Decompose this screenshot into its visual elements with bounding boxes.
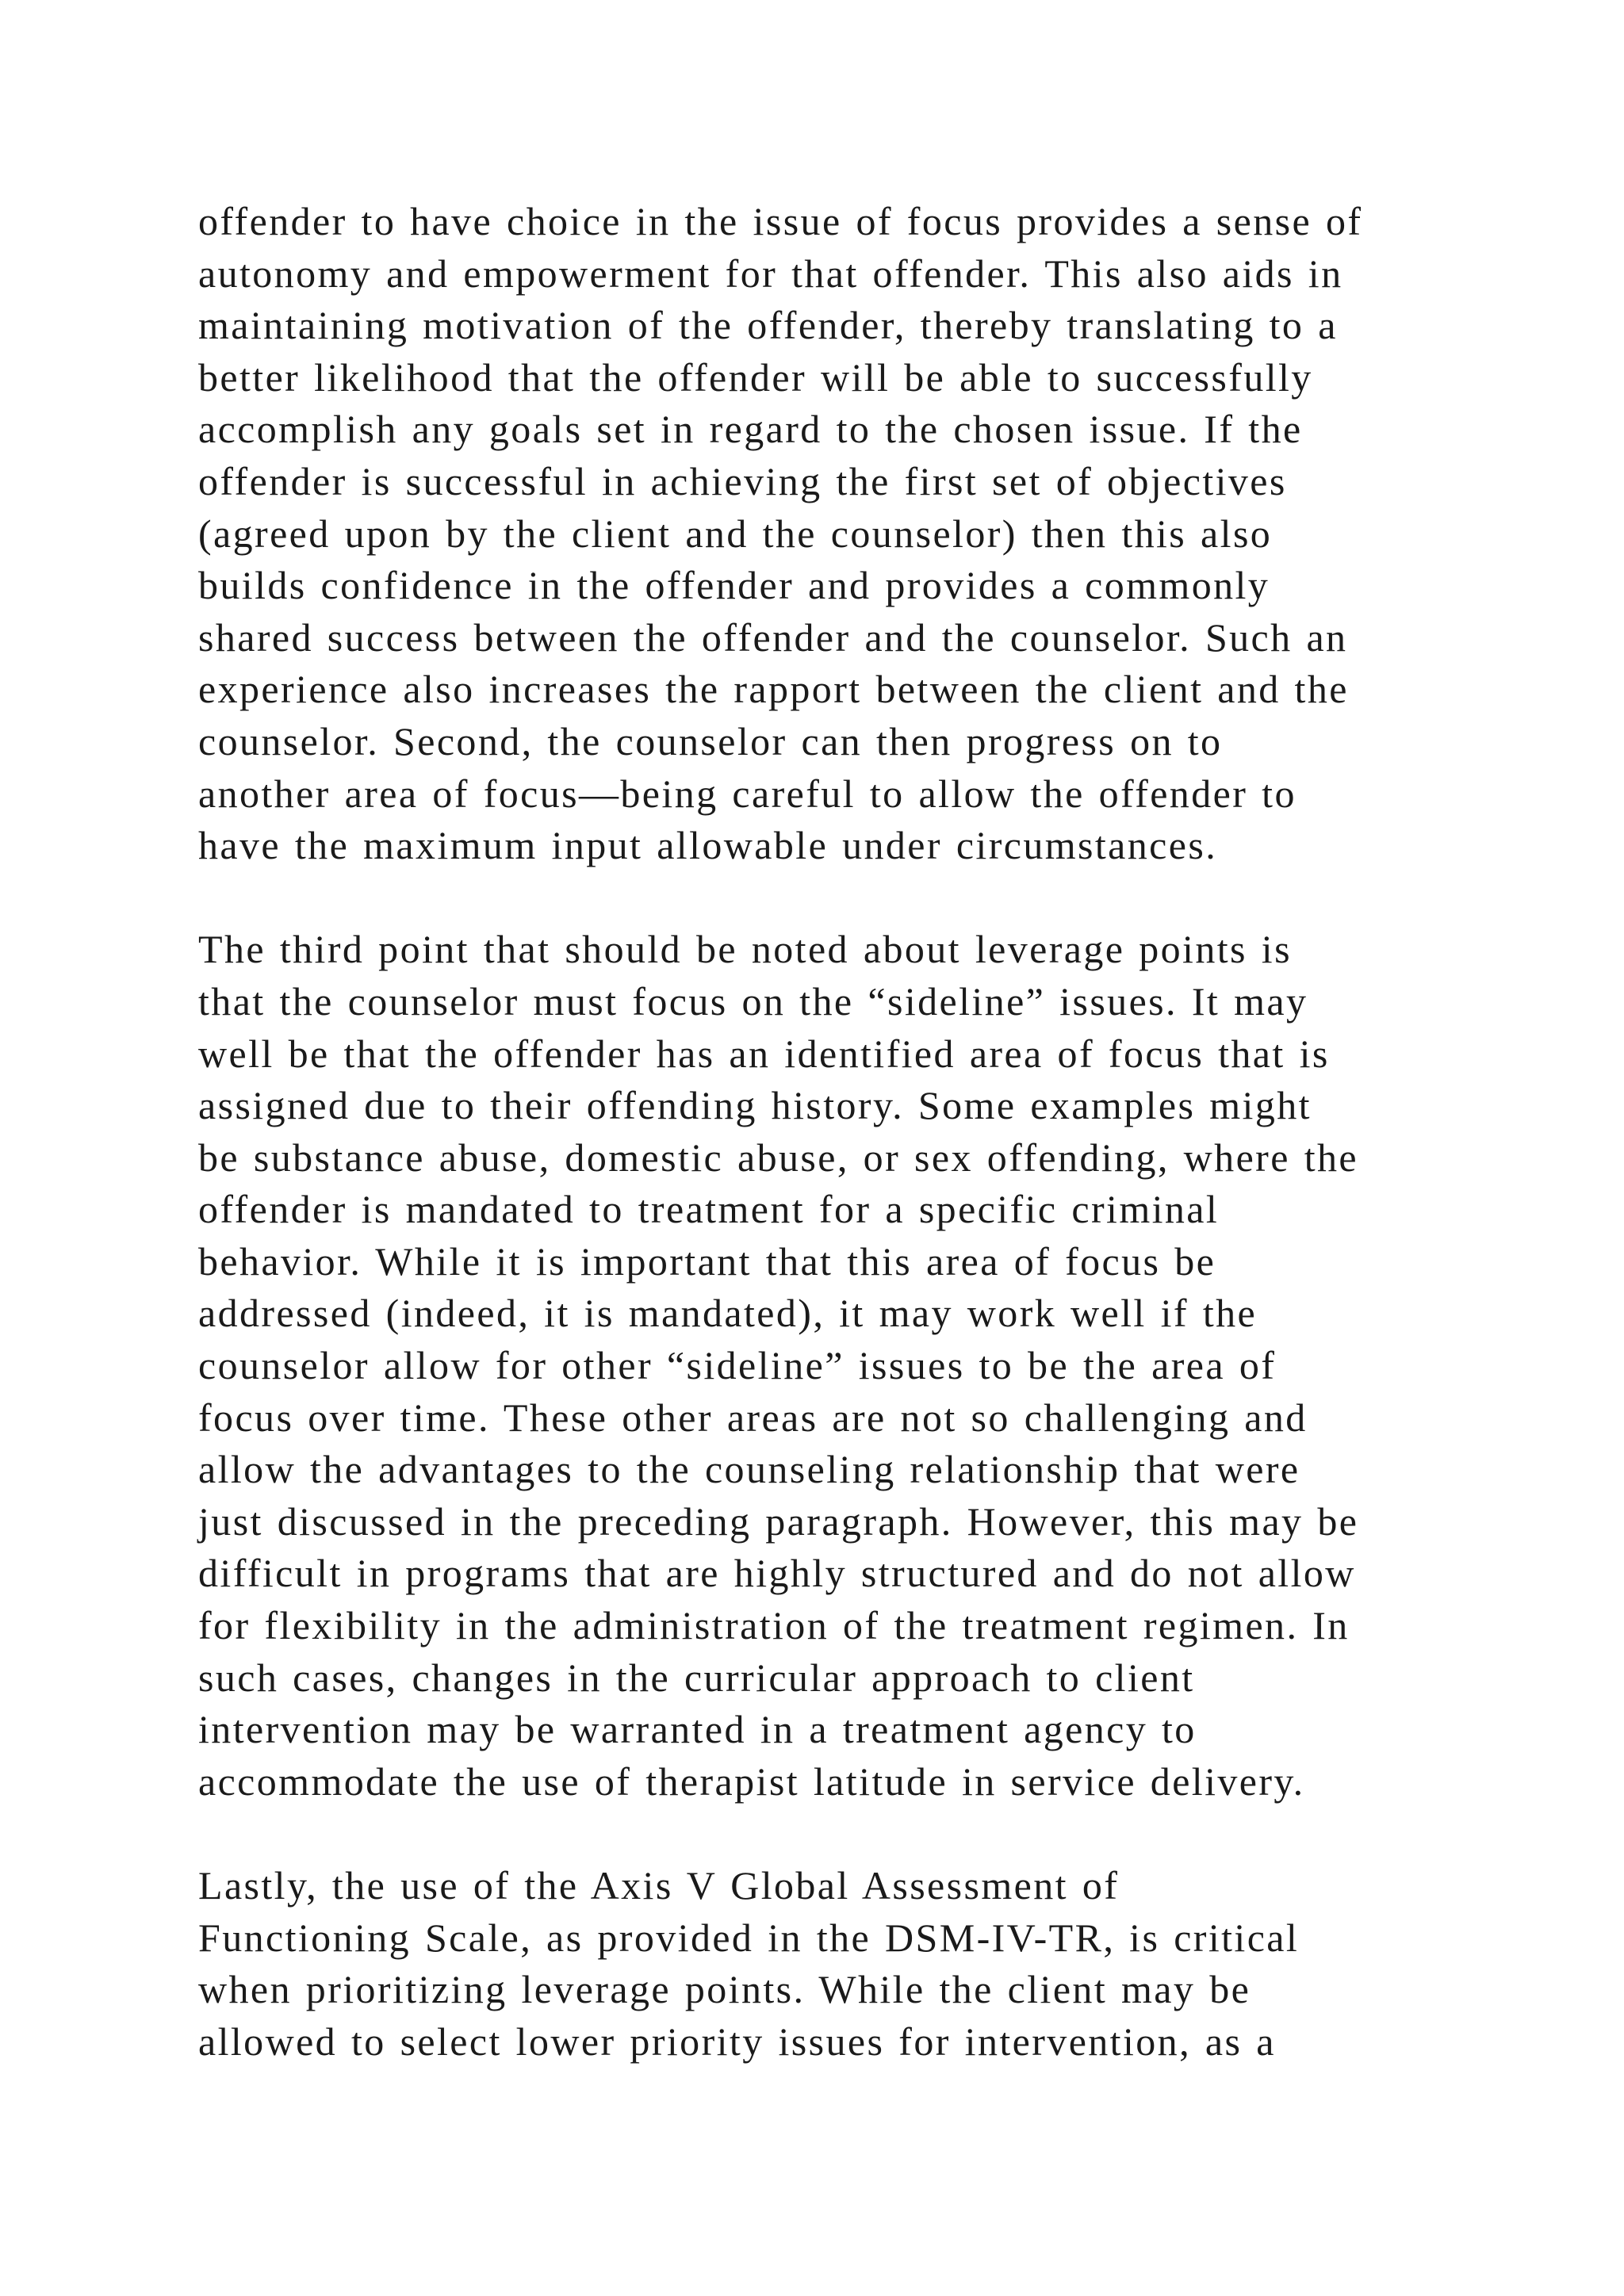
text-line: builds confidence in the offender and provides a commonly: [198, 563, 1270, 608]
text-line: another area of focus—being careful to allow the offender to: [198, 771, 1297, 816]
text-line: intervention may be warranted in a treatment agency to: [198, 1707, 1197, 1752]
text-line: offender is successful in achieving the first set of objectives: [198, 458, 1287, 503]
paragraph-2: [198, 924, 1546, 1808]
text-line: when prioritizing leverage points. While the client may be: [198, 1967, 1251, 2012]
text-line: assigned due to their offending history. Some examples might: [198, 1083, 1312, 1128]
text-line: just discussed in the preceding paragraph. However, this may be: [198, 1498, 1359, 1544]
paragraph-3: [198, 1860, 1546, 2068]
text-line: allow the advantages to the counseling relationship that were: [198, 1447, 1300, 1492]
text-line: well be that the offender has an identified area of focus that is: [198, 1031, 1330, 1076]
text-line: behavior. While it is important that this area of focus be: [198, 1238, 1216, 1284]
text-line: better likelihood that the offender will be able to successfully: [198, 354, 1313, 400]
text-line: counselor allow for other “sideline” issues to be the area of: [198, 1343, 1277, 1388]
text-line: allowed to select lower priority issues for intervention, as a: [198, 2019, 1276, 2064]
text-line: autonomy and empowerment for that offender. This also aids in: [198, 251, 1343, 296]
text-line: offender is mandated to treatment for a specific criminal: [198, 1187, 1220, 1232]
text-line: (agreed upon by the client and the counselor) then this also: [198, 511, 1273, 556]
text-line: addressed (indeed, it is mandated), it may work well if the: [198, 1291, 1258, 1336]
text-line: Lastly, the use of the Axis V Global Assessment of: [198, 1863, 1120, 1908]
text-line: The third point that should be noted about leverage points is: [198, 927, 1292, 972]
text-line: offender to have choice in the issue of focus provides a sense of: [198, 199, 1363, 243]
text-line: accommodate the use of therapist latitude in service delivery.: [198, 1758, 1305, 1804]
document-body: [198, 196, 1546, 2120]
text-line: experience also increases the rapport between the client and the: [198, 667, 1349, 712]
text-line: accomplish any goals set in regard to the chosen issue. If the: [198, 407, 1303, 452]
text-line: maintaining motivation of the offender, thereby translating to a: [198, 303, 1338, 348]
text-line: counselor. Second, the counselor can then progress on to: [198, 718, 1223, 763]
text-line: shared success between the offender and the counselor. Such an: [198, 614, 1348, 660]
text-line: be substance abuse, domestic abuse, or sex offending, where the: [198, 1135, 1358, 1180]
text-line: focus over time. These other areas are not so challenging and: [198, 1395, 1308, 1440]
text-line: that the counselor must focus on the “sideline” issues. It may: [198, 978, 1308, 1024]
text-line: Functioning Scale, as provided in the DSM-IV-TR, is critical: [198, 1915, 1300, 1960]
paragraph-1: [198, 196, 1546, 872]
text-line: for flexibility in the administration of the treatment regimen. In: [198, 1603, 1350, 1648]
text-line: such cases, changes in the curricular approach to client: [198, 1655, 1195, 1700]
text-line: difficult in programs that are highly structured and do not allow: [198, 1551, 1356, 1596]
text-line: have the maximum input allowable under circumstances.: [198, 823, 1218, 868]
